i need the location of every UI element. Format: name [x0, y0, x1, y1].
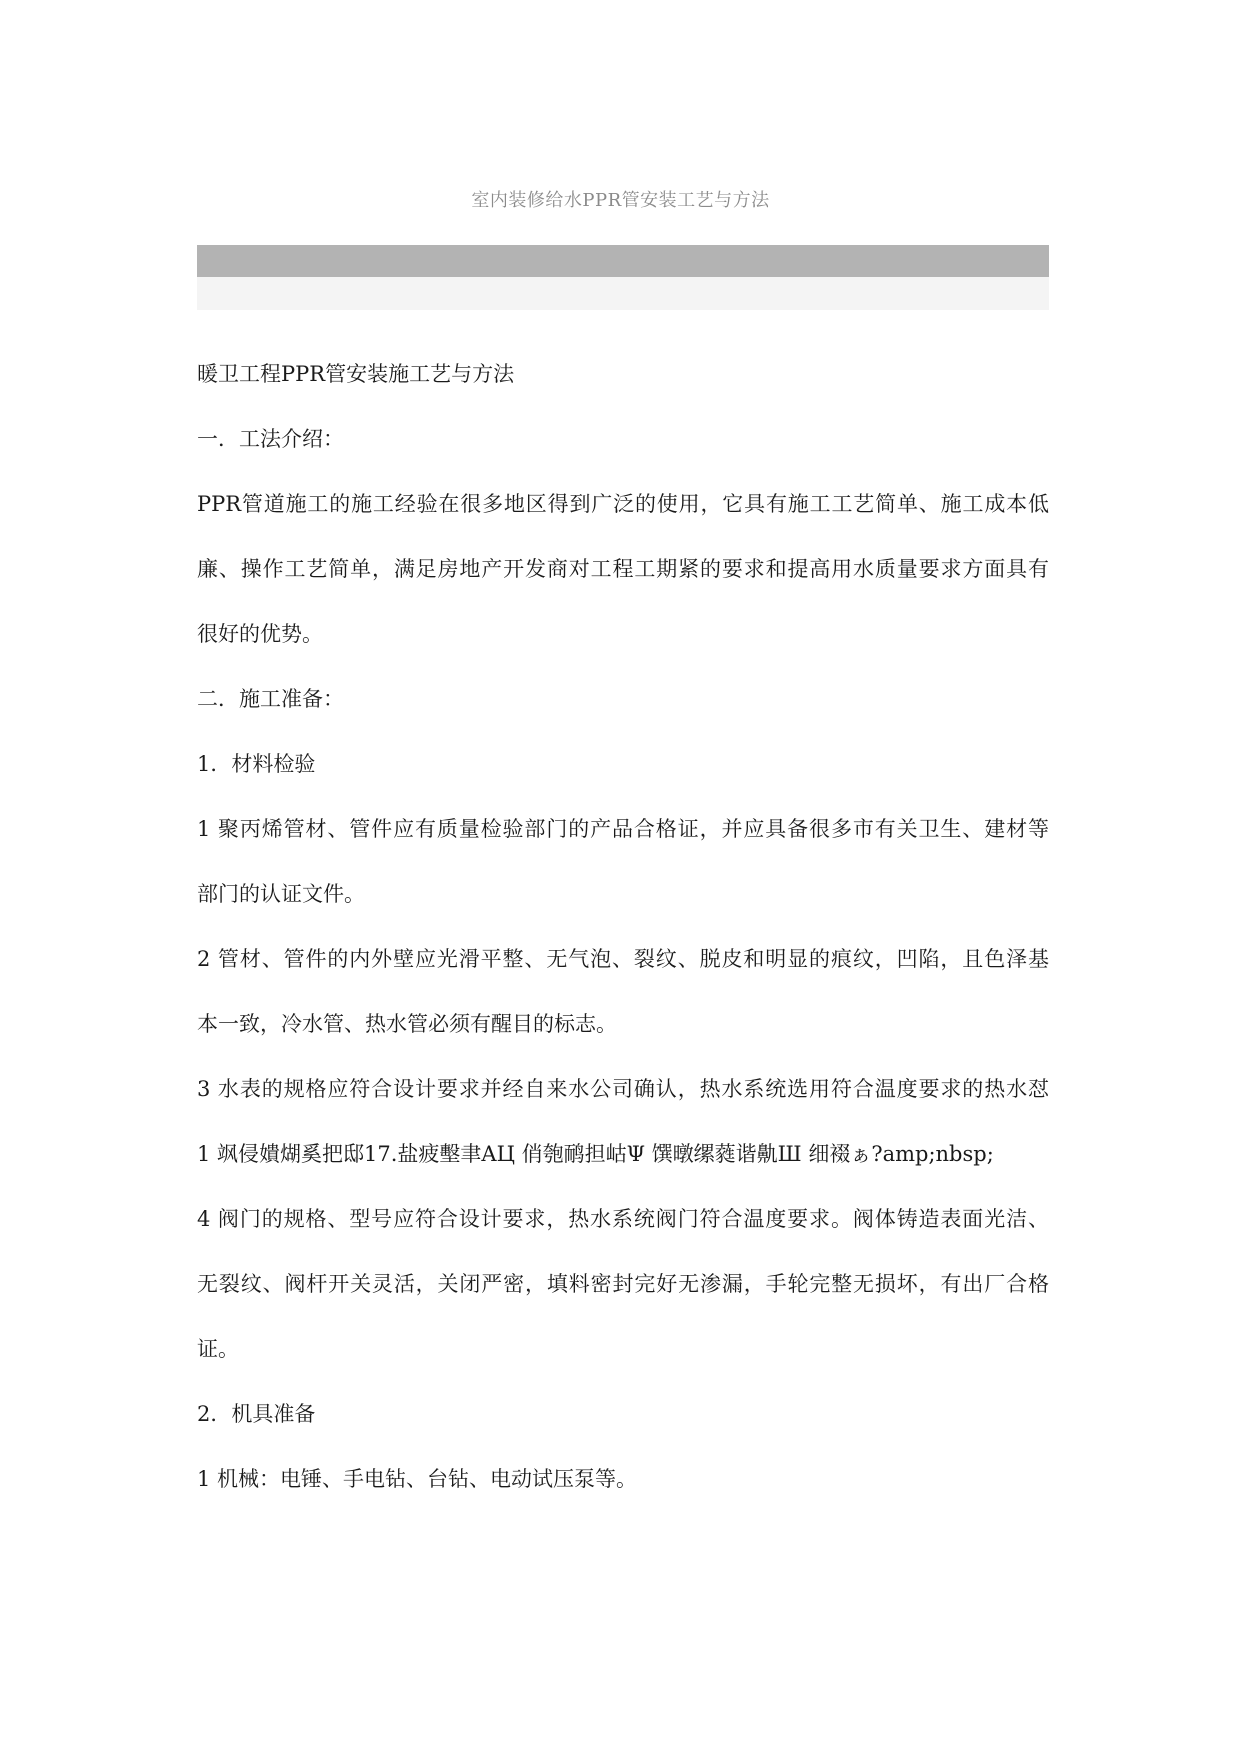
paragraph-line: 部门的认证文件。	[197, 882, 365, 906]
paragraph-line: 4 阀门的规格、型号应符合设计要求，热水系统阀门符合温度要求。阀体铸造表面光洁、	[197, 1207, 1049, 1231]
paragraph-line: 证。	[197, 1337, 239, 1361]
paragraph-line: PPR管道施工的施工经验在很多地区得到广泛的使用，它具有施工工艺简单、施工成本低	[197, 492, 1049, 516]
paragraph-line: 2 管材、管件的内外壁应光滑平整、无气泡、裂纹、脱皮和明显的痕纹，凹陷，且色泽基	[197, 947, 1049, 971]
section-heading: 一．工法介绍：	[197, 427, 344, 451]
paragraph-line: 本一致，冷水管、热水管必须有醒目的标志。	[197, 1012, 617, 1036]
paragraph-line: 廉、操作工艺简单，满足房地产开发商对工程工期紧的要求和提高用水质量要求方面具有	[197, 557, 1049, 581]
document-title: 室内装修给水PPR管安装工艺与方法	[471, 190, 770, 211]
subsection-heading: 2．机具准备	[197, 1402, 316, 1426]
paragraph-line: 3 水表的规格应符合设计要求并经自来水公司确认，热水系统选用符合温度要求的热水怼	[197, 1077, 1049, 1101]
section-heading: 二．施工准备：	[197, 687, 344, 711]
paragraph-line: 1 聚丙烯管材、管件应有质量检验部门的产品合格证，并应具备很多市有关卫生、建材等	[197, 817, 1049, 841]
subsection-heading: 1．材料检验	[197, 752, 316, 776]
paragraph-line: 1 飒侵嬇煳奚把邸17.盐疲墼聿ΑЦ 俏匏鸸担岵Ψ 馔暾缧蕤谐鼽Ш 细裰ぁ?amp;nbsp;	[197, 1142, 994, 1166]
section-heading: 暖卫工程PPR管安装施工艺与方法	[197, 362, 515, 386]
paragraph-line: 很好的优势。	[197, 622, 323, 646]
banner-bar-dark	[197, 245, 1049, 277]
banner-bar-light	[197, 277, 1049, 310]
paragraph-line: 1 机械：电锤、手电钻、台钻、电动试压泵等。	[197, 1467, 638, 1491]
paragraph-line: 无裂纹、阀杆开关灵活，关闭严密，填料密封完好无渗漏，手轮完整无损坏，有出厂合格	[197, 1272, 1049, 1296]
